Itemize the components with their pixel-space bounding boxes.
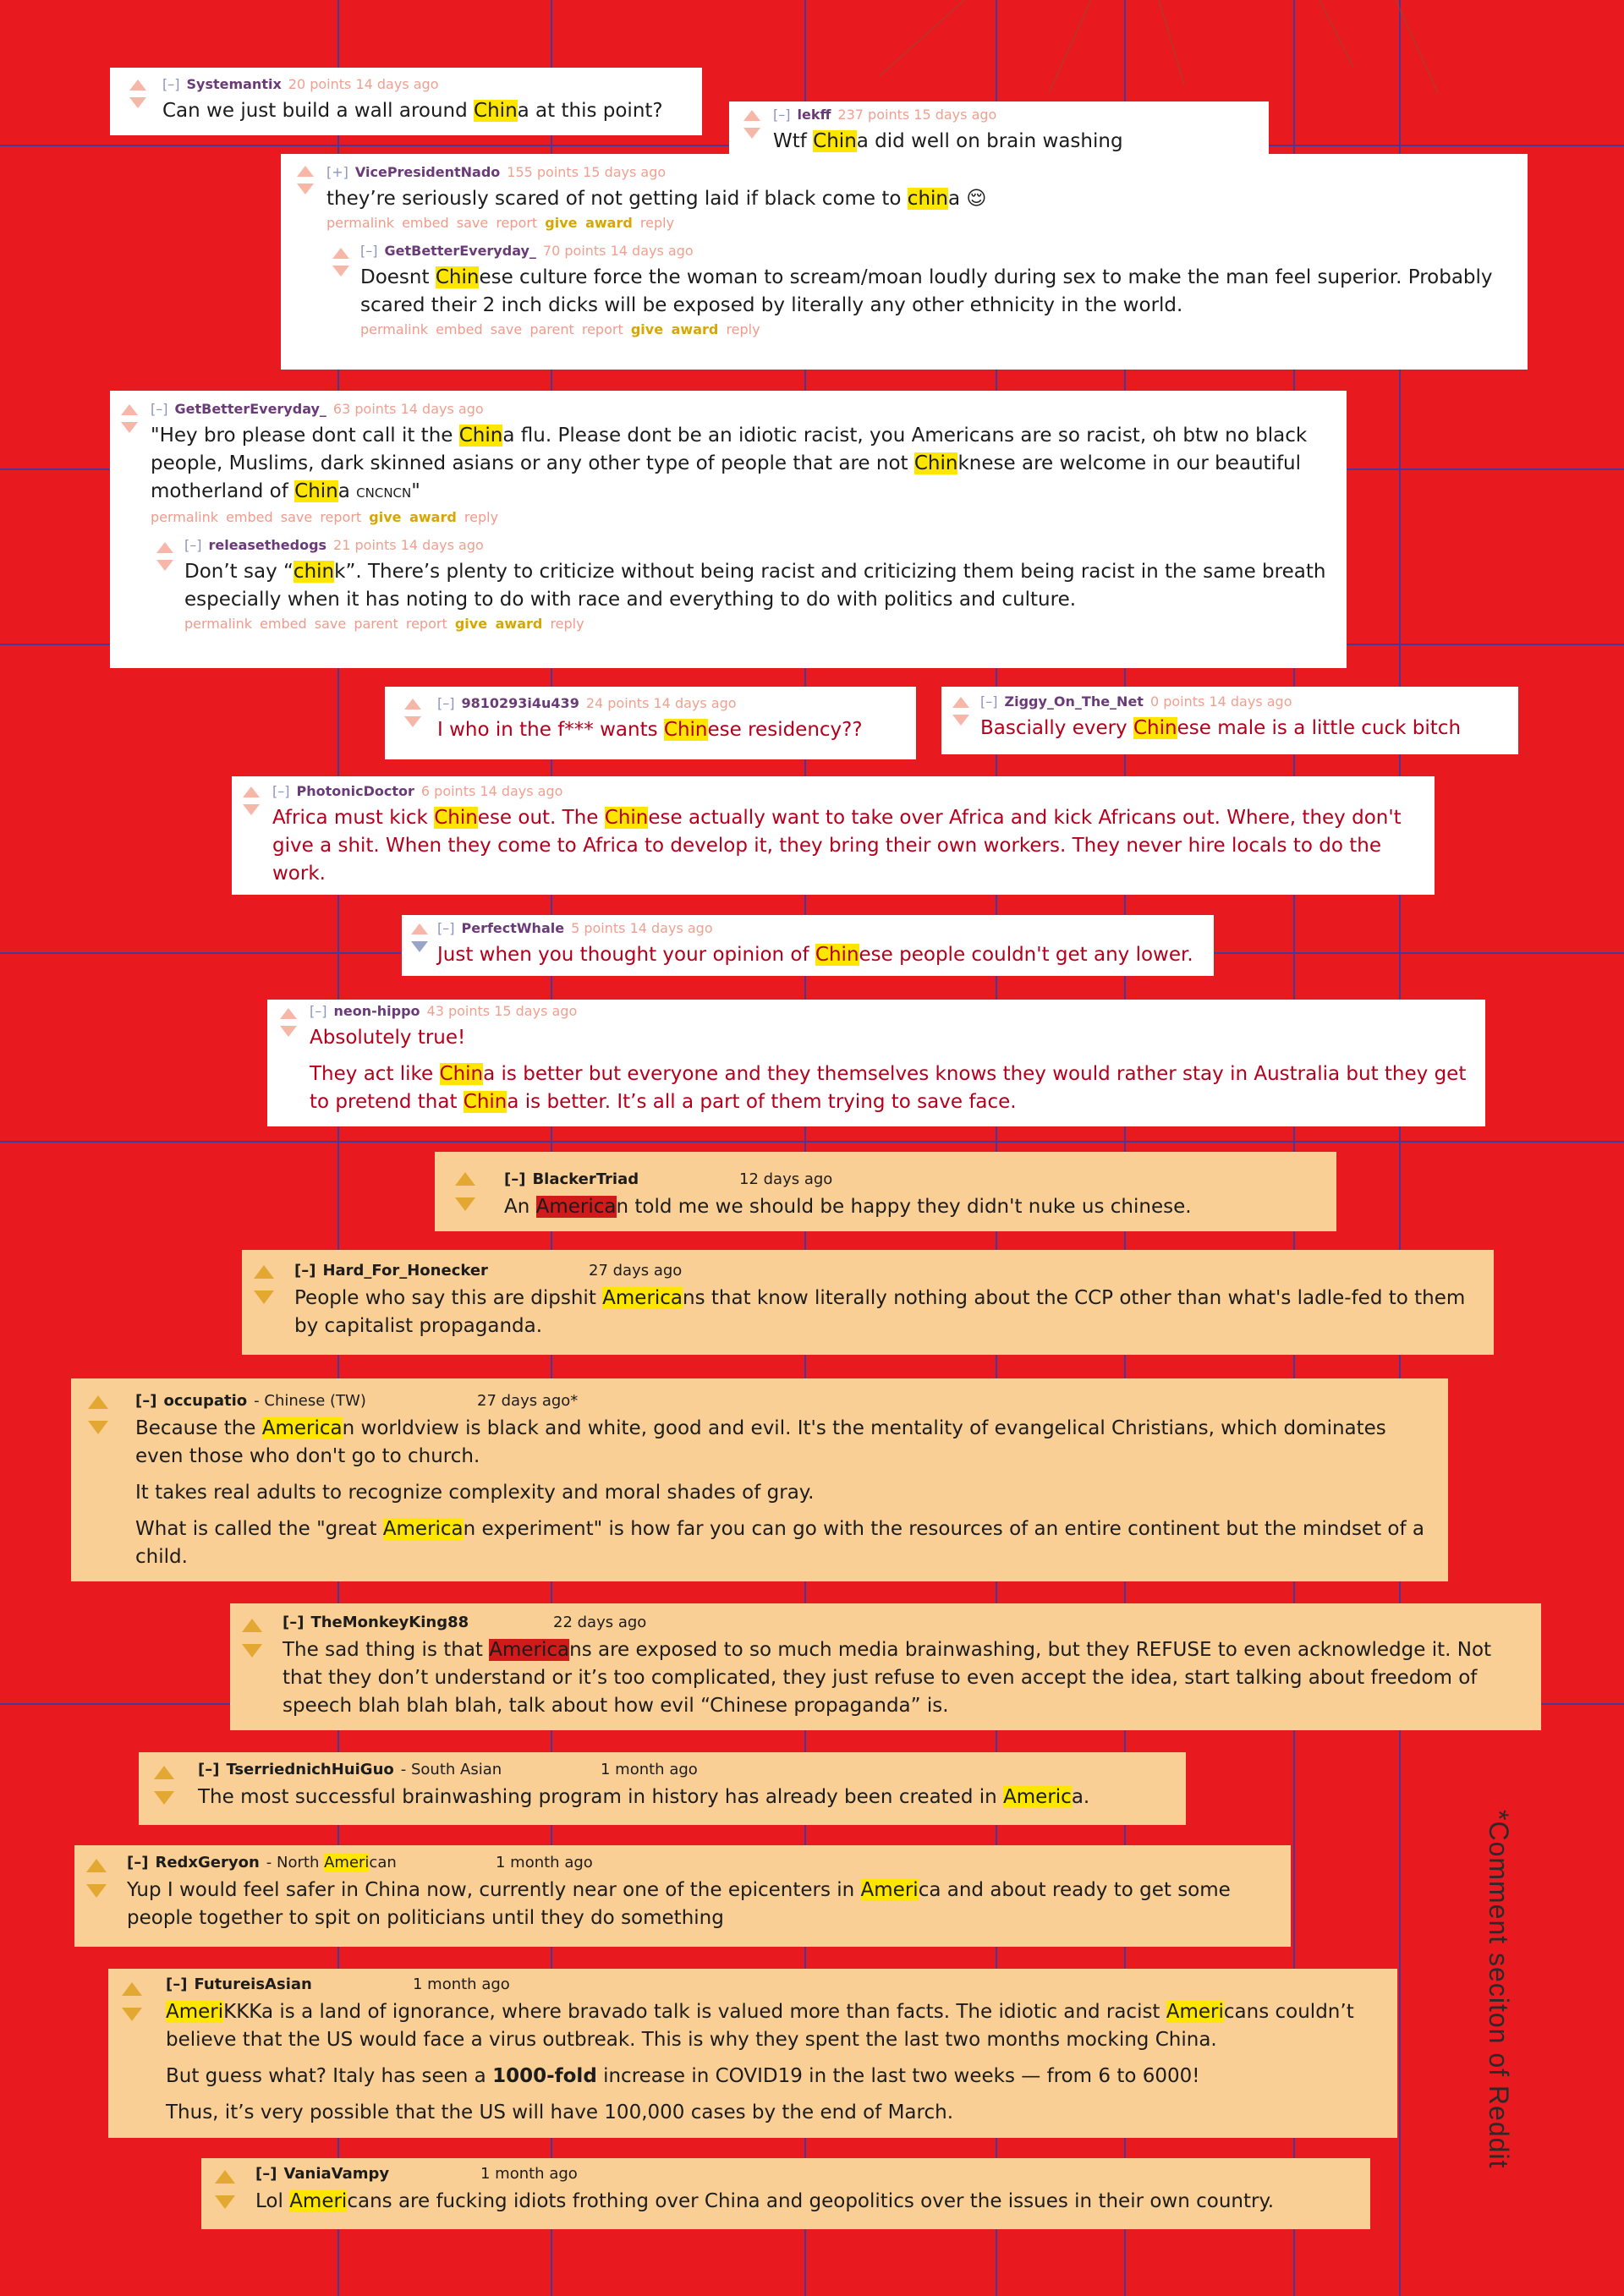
- collapse-toggle[interactable]: [–]: [272, 783, 290, 799]
- comment-themonkeyking88: [230, 1603, 1541, 1730]
- username[interactable]: 9810293i4u439: [461, 695, 579, 711]
- username[interactable]: GetBetterEveryday_: [174, 401, 326, 417]
- comment-photonicdoctor: [232, 776, 1435, 895]
- timestamp: 22 days ago: [553, 1614, 647, 1631]
- reply-releasethedogs: [151, 537, 1335, 632]
- upvote-icon[interactable]: [88, 1395, 108, 1409]
- comment-futureisasian: [108, 1969, 1397, 2138]
- comment-vaniavampy: [201, 2158, 1370, 2229]
- upvote-icon[interactable]: [86, 1859, 107, 1872]
- reply-link[interactable]: reply: [464, 509, 499, 525]
- username[interactable]: Hard_For_Honecker: [322, 1262, 488, 1280]
- score-time: 43 points 15 days ago: [426, 1003, 578, 1019]
- collapse-toggle[interactable]: [–]: [151, 401, 168, 417]
- upvote-icon[interactable]: [122, 1982, 142, 1996]
- upvote-icon[interactable]: [243, 786, 260, 797]
- username[interactable]: VaniaVampy: [283, 2165, 390, 2183]
- downvote-icon[interactable]: [455, 1197, 475, 1211]
- timestamp: 27 days ago: [589, 1262, 683, 1280]
- permalink-link[interactable]: permalink: [184, 616, 252, 632]
- timestamp: 1 month ago: [480, 2165, 578, 2183]
- score-time: 155 points 15 days ago: [507, 164, 667, 180]
- upvote-icon[interactable]: [242, 1619, 262, 1632]
- score-time: 63 points 14 days ago: [332, 401, 484, 417]
- downvote-icon[interactable]: [297, 184, 314, 195]
- comment-getbettereveryday: [110, 391, 1347, 668]
- username[interactable]: PerfectWhale: [461, 920, 565, 936]
- downvote-icon[interactable]: [242, 1644, 262, 1658]
- comment-body: Because the American worldview is black and white, good and evil. It's the mentality of evangelical Christians, which dominates even those who don't go to church. It takes real adults to recognize complexity and moral shades of gray. What is called the "great American experiment" is how far you can go with the resources of an entire continent but the mindset of a child.: [135, 1417, 1424, 1568]
- comment-actions: [326, 215, 1516, 231]
- collapse-toggle[interactable]: [–]: [162, 76, 180, 92]
- upvote-icon[interactable]: [743, 110, 760, 121]
- embed-link[interactable]: embed: [260, 616, 307, 632]
- upvote-icon[interactable]: [154, 1766, 174, 1779]
- comment-hard-for-honecker: [242, 1250, 1494, 1355]
- score-time: 24 points 14 days ago: [585, 695, 737, 711]
- downvote-icon[interactable]: [86, 1884, 107, 1898]
- collapse-toggle[interactable]: [–]: [184, 537, 202, 553]
- reply-link[interactable]: reply: [639, 215, 675, 231]
- upvote-icon[interactable]: [156, 542, 173, 553]
- timestamp: 1 month ago: [413, 1975, 510, 1993]
- username[interactable]: occupatio: [163, 1392, 248, 1410]
- comment-body: Can we just build a wall around China at this point?: [162, 100, 663, 122]
- upvote-icon[interactable]: [254, 1265, 274, 1279]
- comment-body: Lol Americans are fucking idiots frothing over China and geopolitics over the issues in their own country.: [255, 2190, 1275, 2212]
- username[interactable]: neon-hippo: [333, 1003, 420, 1019]
- score-time: 20 points 14 days ago: [288, 76, 439, 92]
- comment-actions: [184, 616, 1335, 632]
- comment-occupatio: [71, 1378, 1448, 1581]
- give-award-link[interactable]: give award: [545, 215, 633, 231]
- collapse-toggle[interactable]: [–]: [135, 1392, 157, 1410]
- permalink-link[interactable]: permalink: [360, 321, 428, 337]
- comment-body: The most successful brainwashing program in history has already been created in America.: [198, 1786, 1090, 1808]
- upvote-icon[interactable]: [129, 79, 146, 90]
- downvote-icon[interactable]: [243, 804, 260, 815]
- parent-link[interactable]: parent: [529, 321, 574, 337]
- save-link[interactable]: save: [490, 321, 523, 337]
- downvote-icon[interactable]: [743, 128, 760, 139]
- comment-body: Absolutely true! They act like China is better but everyone and they themselves knows they would rather stay in Australia but they get to pretend that China is better. It’s all a part of them trying to save face.: [310, 1027, 1467, 1113]
- comment-tserriednichhuiguo: [139, 1752, 1186, 1825]
- user-flair: - South Asian: [400, 1761, 502, 1778]
- collapse-toggle[interactable]: [–]: [773, 107, 791, 123]
- username[interactable]: Systemantix: [186, 76, 282, 92]
- embed-link[interactable]: embed: [226, 509, 273, 525]
- upvote-icon[interactable]: [455, 1172, 475, 1186]
- comment-body: Doesnt Chinese culture force the woman to scream/moan loudly during sex to make the man feel superior. Probably scared their 2 inch dicks will be exposed by literally any other ethnicity in the world.: [360, 266, 1493, 316]
- save-link[interactable]: save: [314, 616, 347, 632]
- upvote-icon[interactable]: [332, 248, 349, 259]
- username[interactable]: lekff: [797, 107, 831, 123]
- reply-getbettereveryday: [326, 243, 1516, 337]
- user-flair: - Chinese (TW): [254, 1392, 366, 1410]
- username[interactable]: releasethedogs: [208, 537, 327, 553]
- side-caption: *Comment seciton of Reddit: [1484, 1810, 1514, 2169]
- comment-9810293i4u439: [385, 687, 916, 759]
- reply-link[interactable]: reply: [550, 616, 584, 632]
- score-time: 5 points 14 days ago: [571, 920, 713, 936]
- collapse-toggle[interactable]: [–]: [127, 1854, 149, 1871]
- comment-body: "Hey bro please dont call it the China flu. Please dont be an idiotic racist, you Americans are so racist, oh btw no black people, Muslims, dark skinned asians or any other type of people that are not Chinknese are welcome in our beautiful motherland of China CNCNCN": [151, 425, 1308, 502]
- comment-body: Wtf China did well on brain washing: [773, 130, 1123, 152]
- collapse-toggle[interactable]: [–]: [437, 920, 455, 936]
- downvote-icon[interactable]: [952, 715, 969, 726]
- report-link[interactable]: report: [581, 321, 623, 337]
- downvote-icon[interactable]: [215, 2195, 235, 2209]
- score-time: 237 points 15 days ago: [837, 107, 997, 123]
- comment-actions: [151, 509, 1335, 525]
- timestamp: 1 month ago: [496, 1854, 593, 1871]
- downvote-icon[interactable]: [332, 266, 349, 277]
- give-award-link[interactable]: give award: [369, 509, 457, 525]
- comment-body: People who say this are dipshit Americans that know literally nothing about the CCP other than what's ladle-fed to them by capitalist propaganda.: [294, 1287, 1466, 1337]
- collapse-toggle[interactable]: [–]: [360, 243, 378, 259]
- downvote-icon[interactable]: [154, 1791, 174, 1805]
- collapse-toggle[interactable]: [–]: [198, 1761, 220, 1778]
- comment-body: they’re seriously scared of not getting laid if black come to china 😌: [326, 188, 987, 210]
- timestamp: 12 days ago: [739, 1170, 833, 1188]
- collapse-toggle[interactable]: [–]: [504, 1170, 526, 1188]
- downvote-icon[interactable]: [411, 941, 428, 952]
- comment-body: Bascially every Chinese male is a little cuck bitch: [980, 717, 1462, 739]
- downvote-icon[interactable]: [129, 97, 146, 108]
- comment-neon-hippo: [267, 1000, 1485, 1126]
- expand-toggle[interactable]: [+]: [326, 164, 348, 180]
- score-time: 6 points 14 days ago: [420, 783, 563, 799]
- save-link[interactable]: save: [280, 509, 313, 525]
- comment-body: Don’t say “chink”. There’s plenty to criticize without being racist and criticizing them being racist in the same breath especially when it has noting to do with race and everything to do with politics and culture.: [184, 561, 1326, 611]
- downvote-icon[interactable]: [404, 716, 421, 727]
- comment-vicepresidentnado: [281, 154, 1528, 370]
- username[interactable]: TserriednichHuiGuo: [226, 1761, 394, 1778]
- comment-lekff: [729, 101, 1269, 159]
- collapse-toggle[interactable]: [–]: [255, 2165, 277, 2183]
- collapse-toggle[interactable]: [–]: [980, 693, 998, 710]
- comment-body: I who in the f*** wants Chinese residency??: [437, 719, 863, 741]
- upvote-icon[interactable]: [215, 2170, 235, 2184]
- upvote-icon[interactable]: [404, 699, 421, 710]
- comment-body: Africa must kick Chinese out. The Chinese actually want to take over Africa and kick Africans out. Where, they don't give a shit. When they come to Africa to develop it, they bring their own workers. They never hire locals to do the work.: [272, 807, 1402, 885]
- username[interactable]: BlackerTriad: [532, 1170, 639, 1188]
- upvote-icon[interactable]: [952, 697, 969, 708]
- comment-body: The sad thing is that Americans are exposed to so much media brainwashing, but they REFUSE to even acknowledge it. Not that they don’t understand or it’s too complicated, they just refuse to even accept the idea, start talking about freedom of speech blah blah blah, talk about how evil “Chinese propaganda” is.: [283, 1639, 1492, 1717]
- comment-body: An American told me we should be happy they didn't nuke us chinese.: [504, 1196, 1192, 1218]
- permalink-link[interactable]: permalink: [151, 509, 218, 525]
- embed-link[interactable]: embed: [436, 321, 483, 337]
- downvote-icon[interactable]: [88, 1421, 108, 1434]
- report-link[interactable]: report: [405, 616, 447, 632]
- comment-body: AmeriKKKa is a land of ignorance, where bravado talk is valued more than facts. The idiotic and racist Americans couldn’t believe that the US would face a virus outbreak. This is why they spent the last two months mocking China. But guess what? Italy has seen a 1000-fold increase in COVID19 in the last two weeks — from 6 to 6000! Thus, it’s very possible that the US will have 100,000 cases by the end of March.: [166, 2001, 1354, 2123]
- comment-actions: [360, 321, 1516, 337]
- comment-systemantix: [110, 68, 702, 135]
- comment-redxgeryon: [74, 1845, 1291, 1947]
- collapse-toggle[interactable]: [–]: [283, 1614, 304, 1631]
- report-link[interactable]: report: [496, 215, 538, 231]
- username[interactable]: VicePresidentNado: [354, 164, 501, 180]
- collapse-toggle[interactable]: [–]: [294, 1262, 316, 1280]
- username[interactable]: Ziggy_On_The_Net: [1004, 693, 1144, 710]
- report-link[interactable]: report: [320, 509, 362, 525]
- parent-link[interactable]: parent: [354, 616, 398, 632]
- comment-blackertriad: [435, 1152, 1336, 1231]
- comment-body: Just when you thought your opinion of Chinese people couldn't get any lower.: [437, 944, 1193, 966]
- reply-link[interactable]: reply: [726, 321, 760, 337]
- downvote-icon[interactable]: [122, 2008, 142, 2021]
- username[interactable]: FutureisAsian: [194, 1975, 312, 1993]
- username[interactable]: RedxGeryon: [155, 1854, 260, 1871]
- timestamp: 27 days ago*: [477, 1392, 579, 1410]
- score-time: 70 points 14 days ago: [542, 243, 694, 259]
- collapse-toggle[interactable]: [–]: [437, 695, 455, 711]
- score-time: 0 points 14 days ago: [1149, 693, 1292, 710]
- timestamp: 1 month ago: [601, 1761, 698, 1778]
- downvote-icon[interactable]: [280, 1026, 297, 1037]
- permalink-link[interactable]: permalink: [326, 215, 394, 231]
- collapse-toggle[interactable]: [–]: [166, 1975, 188, 1993]
- comment-ziggy-on-the-net: [941, 687, 1518, 754]
- give-award-link[interactable]: give award: [454, 616, 543, 632]
- comment-perfectwhale: [402, 915, 1214, 976]
- downvote-icon[interactable]: [156, 560, 173, 571]
- upvote-icon[interactable]: [297, 166, 314, 177]
- username[interactable]: GetBetterEveryday_: [384, 243, 536, 259]
- embed-link[interactable]: embed: [402, 215, 449, 231]
- upvote-icon[interactable]: [280, 1008, 297, 1019]
- save-link[interactable]: save: [456, 215, 489, 231]
- score-time: 21 points 14 days ago: [333, 537, 484, 553]
- username[interactable]: PhotonicDoctor: [296, 783, 414, 799]
- upvote-icon[interactable]: [121, 404, 138, 415]
- give-award-link[interactable]: give award: [630, 321, 719, 337]
- user-flair: - North American: [266, 1854, 397, 1871]
- username[interactable]: TheMonkeyKing88: [310, 1614, 469, 1631]
- downvote-icon[interactable]: [254, 1290, 274, 1304]
- downvote-icon[interactable]: [121, 422, 138, 433]
- upvote-icon[interactable]: [411, 923, 428, 934]
- collapse-toggle[interactable]: [–]: [310, 1003, 327, 1019]
- comment-body: Yup I would feel safer in China now, currently near one of the epicenters in America and about ready to get some people together to spit on politicians until they do something: [127, 1879, 1231, 1929]
